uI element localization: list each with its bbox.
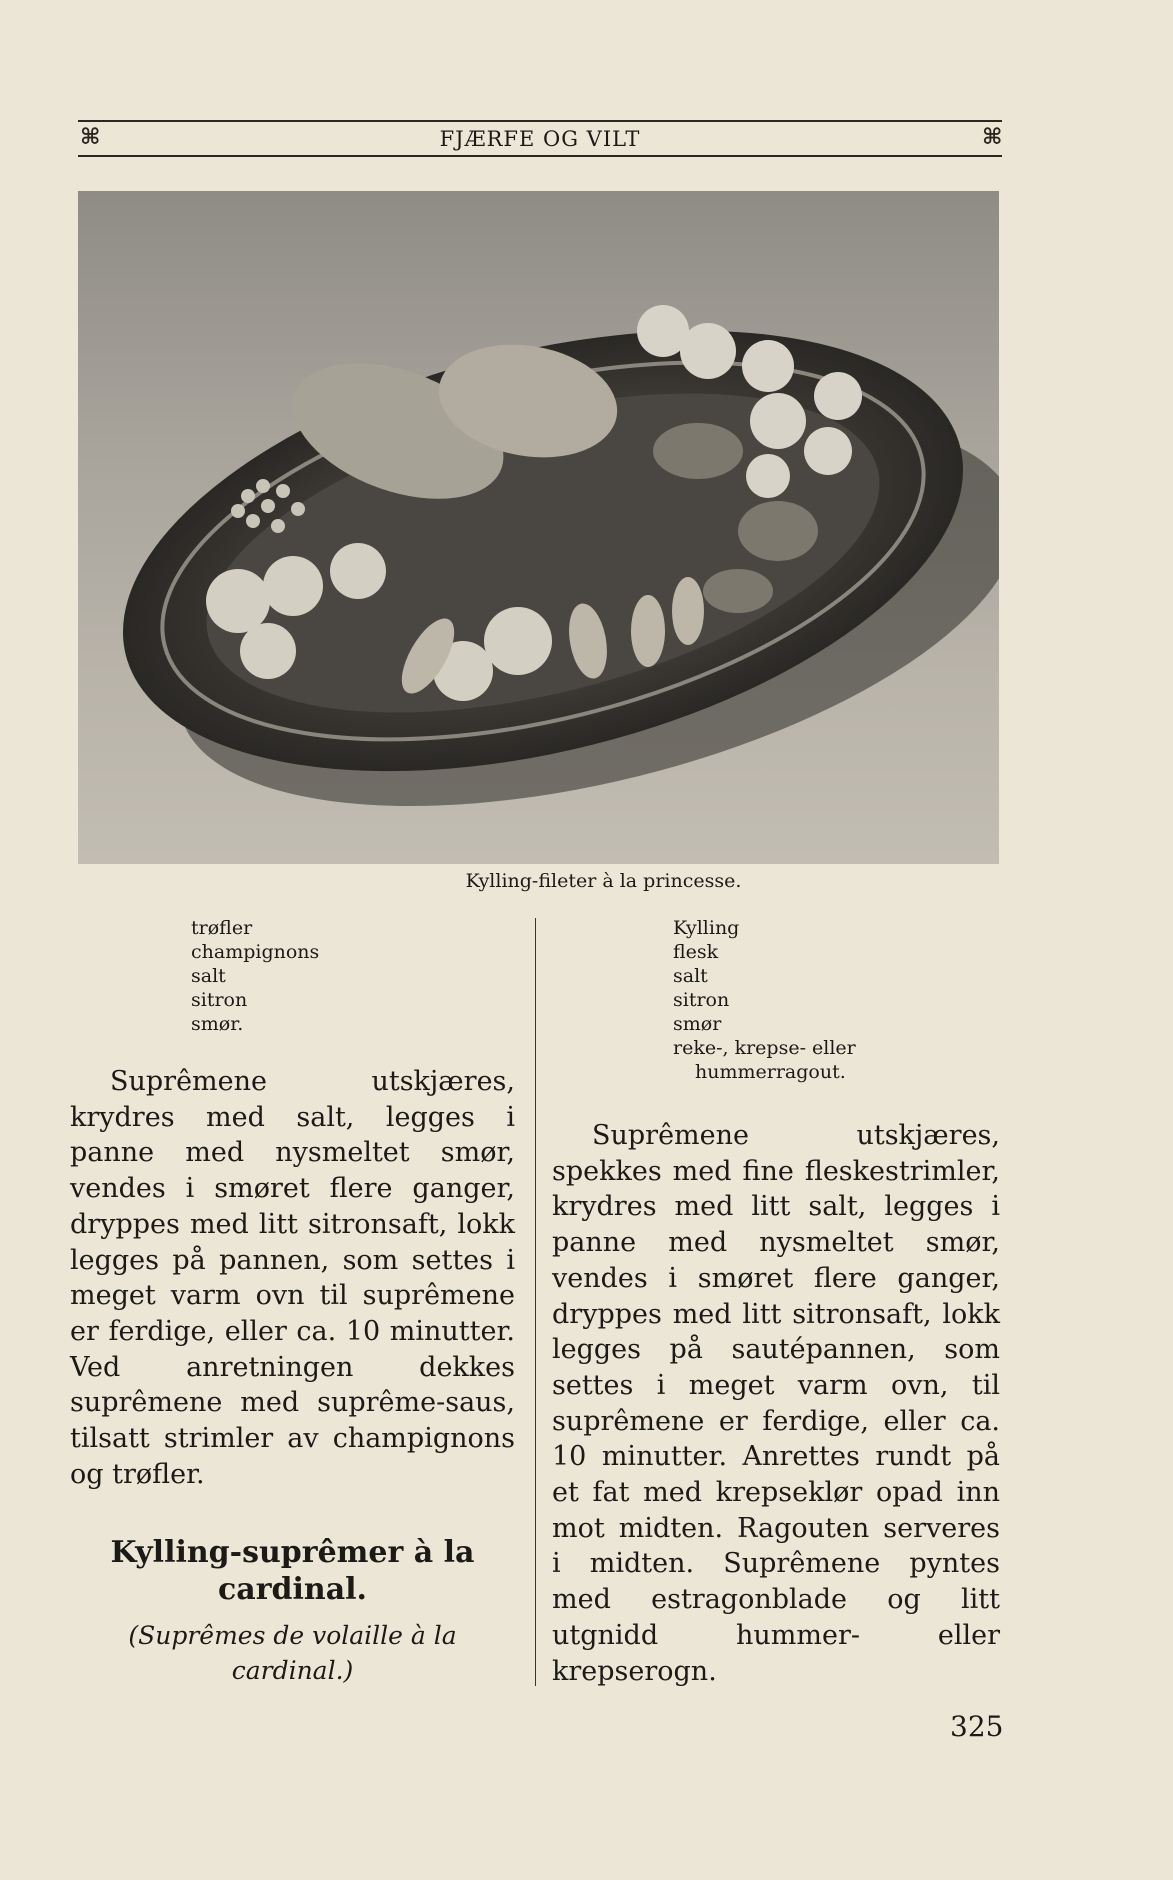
recipe-title: Kylling-suprêmer à la cardinal.: [110, 1535, 475, 1608]
ingredient-item: sitron: [191, 989, 248, 1011]
recipe-instructions: Suprêmene utskjæres, spekkes med fine fleskestrimler, krydres med litt salt, legges i panne med nysmeltet smør, vendes i smøret flere ganger, dryppes med litt sitronsaft, lokk legges på sautépannen, som settes i meget varm ovn, til suprêmene er ferdige, eller ca. 10 minutter. Anrettes rundt på et fat med krepseklør opad inn mot midten. Ragouten serveres i midten. Suprêmene pyntes med estragonblade og litt utgnidd hummer- eller krepserogn.: [552, 1120, 1000, 1687]
ingredient-item: sitron: [673, 989, 730, 1011]
ingredient-list: [191, 916, 515, 1036]
ingredient-item: flesk: [673, 941, 719, 963]
ingredient-item: smør.: [191, 1013, 244, 1035]
page-number: 325: [950, 1710, 1004, 1743]
ingredient-list: [673, 916, 1000, 1084]
dish-photograph: [78, 191, 999, 864]
header-rule-top: [78, 120, 1002, 122]
ingredient-item: champignons: [191, 941, 320, 963]
ingredient-item: reke-, krepse- eller hummerragout.: [673, 1037, 856, 1083]
ingredient-item: salt: [191, 965, 226, 987]
ingredient-item: salt: [673, 965, 708, 987]
right-column: [552, 916, 1000, 1689]
header-ornament-left-icon: ⌘: [80, 125, 101, 150]
platter-illustration-icon: [78, 191, 999, 864]
recipe-subtitle: (Suprêmes de volaille à la cardinal.): [128, 1621, 457, 1686]
header-rule-bottom: [78, 155, 1002, 157]
ingredient-item: trøfler: [191, 917, 253, 939]
left-column: [70, 916, 515, 1688]
column-divider: [535, 918, 536, 1686]
ingredient-item: Kylling: [673, 917, 740, 939]
recipe-instructions: Suprêmene utskjæres, krydres med salt, legges i panne med nysmeltet smør, vendes i smøret flere ganger, dryppes med litt sitronsaft, lokk legges på pannen, som settes i meget varm ovn til suprêmene er ferdige, eller ca. 10 minutter. Ved anretningen dekkes suprêmene med suprême-saus, tilsatt strimler av champignons og trøfler.: [70, 1066, 515, 1490]
photo-caption: Kylling-fileter à la princesse.: [465, 870, 742, 892]
ingredient-item: smør: [673, 1013, 722, 1035]
running-header-title: FJÆRFE OG VILT: [439, 127, 641, 151]
header-ornament-right-icon: ⌘: [982, 125, 1003, 150]
